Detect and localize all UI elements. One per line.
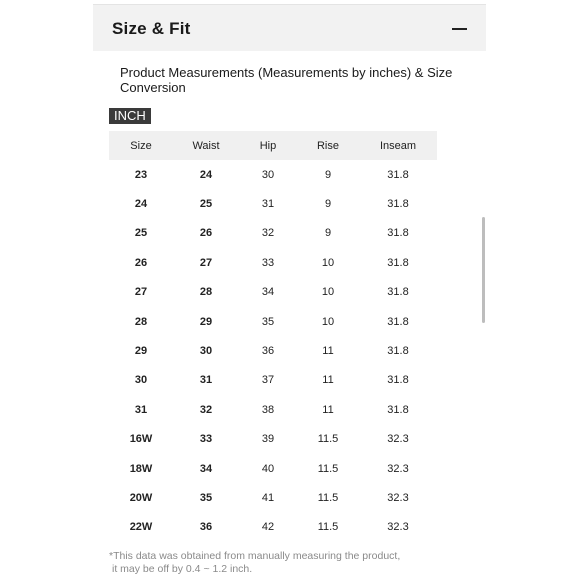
table-row [109,189,437,218]
table-cell: 40 [261,462,275,475]
table-cell: 18W [129,462,153,475]
table-cell: 29 [134,345,148,358]
table-cell: 38 [261,403,275,416]
table-cell: 11 [322,345,334,358]
table-cell: 31.8 [387,227,409,240]
table-cell: 10 [321,286,335,299]
table-cell: 11.5 [317,462,339,475]
table-cell: 24 [199,168,213,181]
collapse-minus-icon[interactable] [452,28,467,30]
table-row [109,395,437,424]
table-cell: 31.8 [387,168,409,181]
table-row [109,278,437,307]
table-row [109,160,437,189]
table-cell: 32 [261,227,275,240]
table-cell: 31 [134,403,148,416]
table-cell: 9 [324,198,332,211]
table-cell: 33 [199,433,213,446]
section-header[interactable] [93,4,486,51]
table-cell: 25 [199,198,213,211]
table-row [109,513,437,542]
size-table [109,131,437,542]
table-cell: 24 [134,198,148,211]
table-row [109,248,437,277]
table-cell: 32.3 [387,491,409,504]
table-row [109,219,437,248]
table-cell: 16W [129,433,153,446]
column-header: Inseam [379,139,417,152]
table-cell: 20W [129,491,153,504]
table-cell: 10 [321,315,335,328]
table-cell: 31.8 [387,198,409,211]
table-cell: 31.8 [387,256,409,269]
table-cell: 33 [261,256,275,269]
table-row [109,307,437,336]
table-cell: 35 [199,491,213,504]
table-cell: 26 [134,256,148,269]
table-row [109,336,437,365]
note-line: *This data was obtained from manually measuring the product, [109,550,401,562]
table-cell: 32.3 [387,521,409,534]
table-cell: 36 [261,345,275,358]
table-cell: 26 [199,227,213,240]
table-cell: 42 [261,521,275,534]
section-title: Size & Fit [112,19,191,38]
table-cell: 11 [322,374,334,387]
table-header-row [109,131,437,160]
table-cell: 10 [321,256,335,269]
table-cell: 25 [134,227,148,240]
table-cell: 32 [199,403,213,416]
table-cell: 31.8 [387,286,409,299]
column-header: Hip [259,139,277,152]
table-cell: 28 [134,315,148,328]
table-cell: 23 [134,168,148,181]
table-cell: 9 [324,168,332,181]
table-body [109,160,437,542]
table-cell: 27 [134,286,148,299]
table-cell: 41 [261,491,275,504]
table-cell: 35 [261,315,275,328]
table-cell: 11.5 [317,433,339,446]
table-cell: 31.8 [387,374,409,387]
size-fit-panel [93,0,486,580]
table-cell: 11.5 [317,491,339,504]
table-cell: 11 [322,403,334,416]
table-row [109,454,437,483]
table-cell: 34 [199,462,213,475]
table-cell: 30 [199,345,213,358]
table-cell: 36 [199,521,213,534]
table-cell: 28 [199,286,213,299]
table-cell: 30 [134,374,148,387]
measurement-note [109,550,469,576]
table-cell: 29 [199,315,213,328]
column-header: Waist [192,139,220,152]
table-row [109,483,437,512]
table-cell: 30 [261,168,275,181]
table-cell: 31.8 [387,403,409,416]
measurement-description: Product Measurements (Measurements by inches) & Size Conversion [120,65,453,95]
table-cell: 22W [129,521,153,534]
table-cell: 27 [199,256,213,269]
table-cell: 9 [324,227,332,240]
column-header: Rise [316,139,339,152]
table-cell: 32.3 [387,433,409,446]
table-cell: 31 [199,374,213,387]
table-cell: 32.3 [387,462,409,475]
table-row [109,425,437,454]
table-cell: 31.8 [387,315,409,328]
table-cell: 11.5 [317,521,339,534]
column-header: Size [130,139,152,152]
scrollbar-thumb[interactable] [482,217,485,323]
table-cell: 37 [261,374,275,387]
table-cell: 31 [261,198,275,211]
table-cell: 34 [261,286,275,299]
table-cell: 31.8 [387,345,409,358]
table-cell: 39 [261,433,275,446]
table-row [109,366,437,395]
note-line: it may be off by 0.4 ~ 1.2 inch. [112,563,253,575]
unit-badge: INCH [109,108,151,124]
